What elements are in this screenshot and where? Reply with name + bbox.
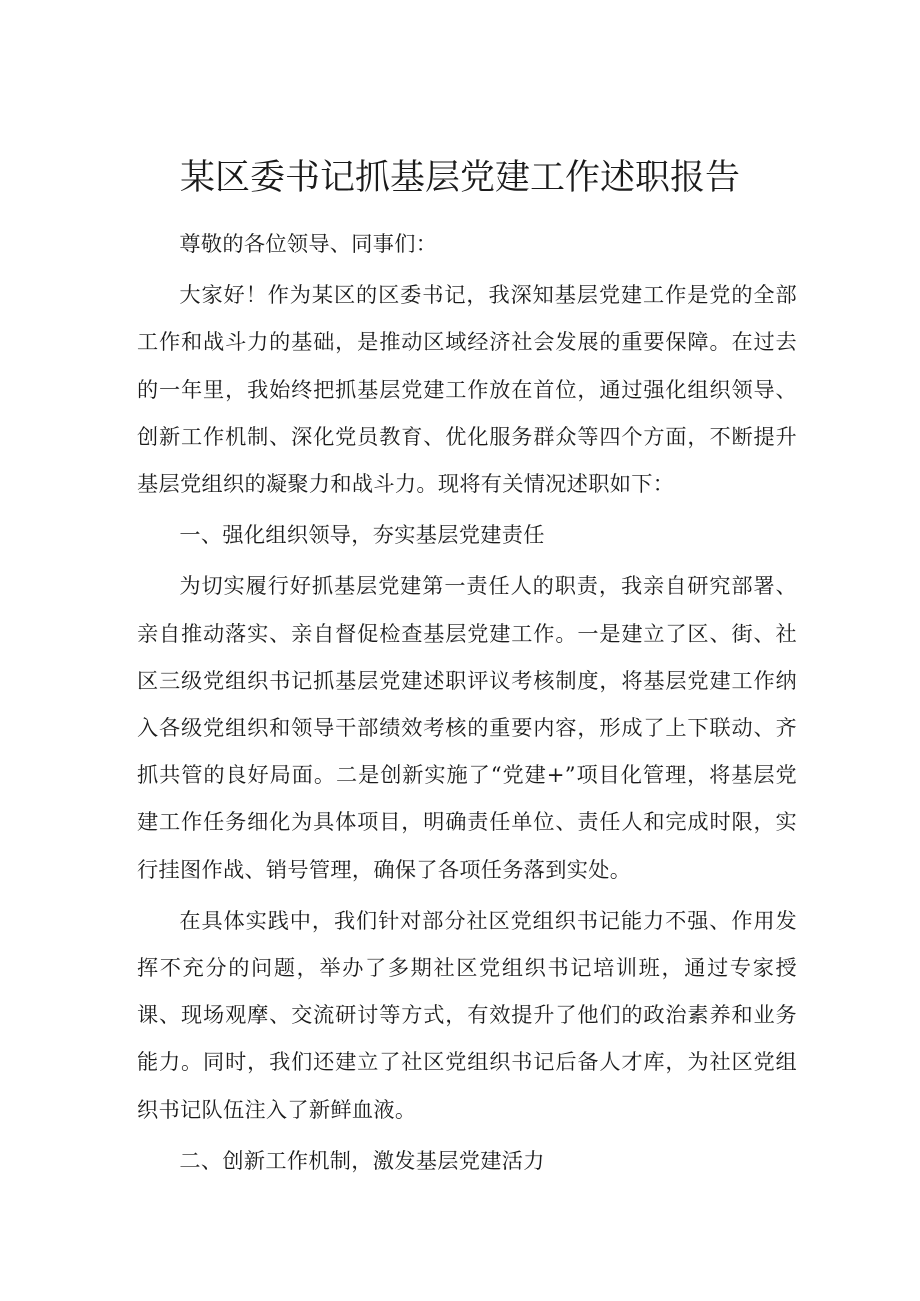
paragraph-intro: 大家好！作为某区的区委书记，我深知基层党建工作是党的全部工作和战斗力的基础，是推动区域经济社会发展的重要保障。在过去的一年里，我始终把抓基层党建工作放在首位，通过强化组织领导、创新工作机制、深化党员教育、优化服务群众等四个方面，不断提升基层党组织的凝聚力和战斗力。现将有关情况述职如下：: [137, 282, 797, 497]
document-body: [137, 220, 797, 1184]
paragraph-practice: 在具体实践中，我们针对部分社区党组织书记能力不强、作用发挥不充分的问题，举办了多期社区党组织书记培训班，通过专家授课、现场观摩、交流研讨等方式，有效提升了他们的政治素养和业务能力。同时，我们还建立了社区党组织书记后备人才库，为社区党组织书记队伍注入了新鲜血液。: [137, 907, 797, 1122]
section-heading-1: 一、强化组织领导，夯实基层党建责任: [179, 522, 545, 548]
paragraph-section-1: 为切实履行好抓基层党建第一责任人的职责，我亲自研究部署、亲自推动落实、亲自督促检查基层党建工作。一是建立了区、街、社区三级党组织书记抓基层党建述职评议考核制度，将基层党建工作纳入各级党组织和领导干部绩效考核的重要内容，形成了上下联动、齐抓共管的良好局面。二是创新实施了“党建+”项目化管理，将基层党建工作任务细化为具体项目，明确责任单位、责任人和完成时限，实行挂图作战、销号管理，确保了各项任务落到实处。: [137, 573, 797, 882]
section-heading-2: 二、创新工作机制，激发基层党建活力: [179, 1147, 545, 1173]
document-title: 某区委书记抓基层党建工作述职报告: [179, 158, 740, 198]
salutation: 尊敬的各位领导、同事们：: [179, 231, 438, 256]
